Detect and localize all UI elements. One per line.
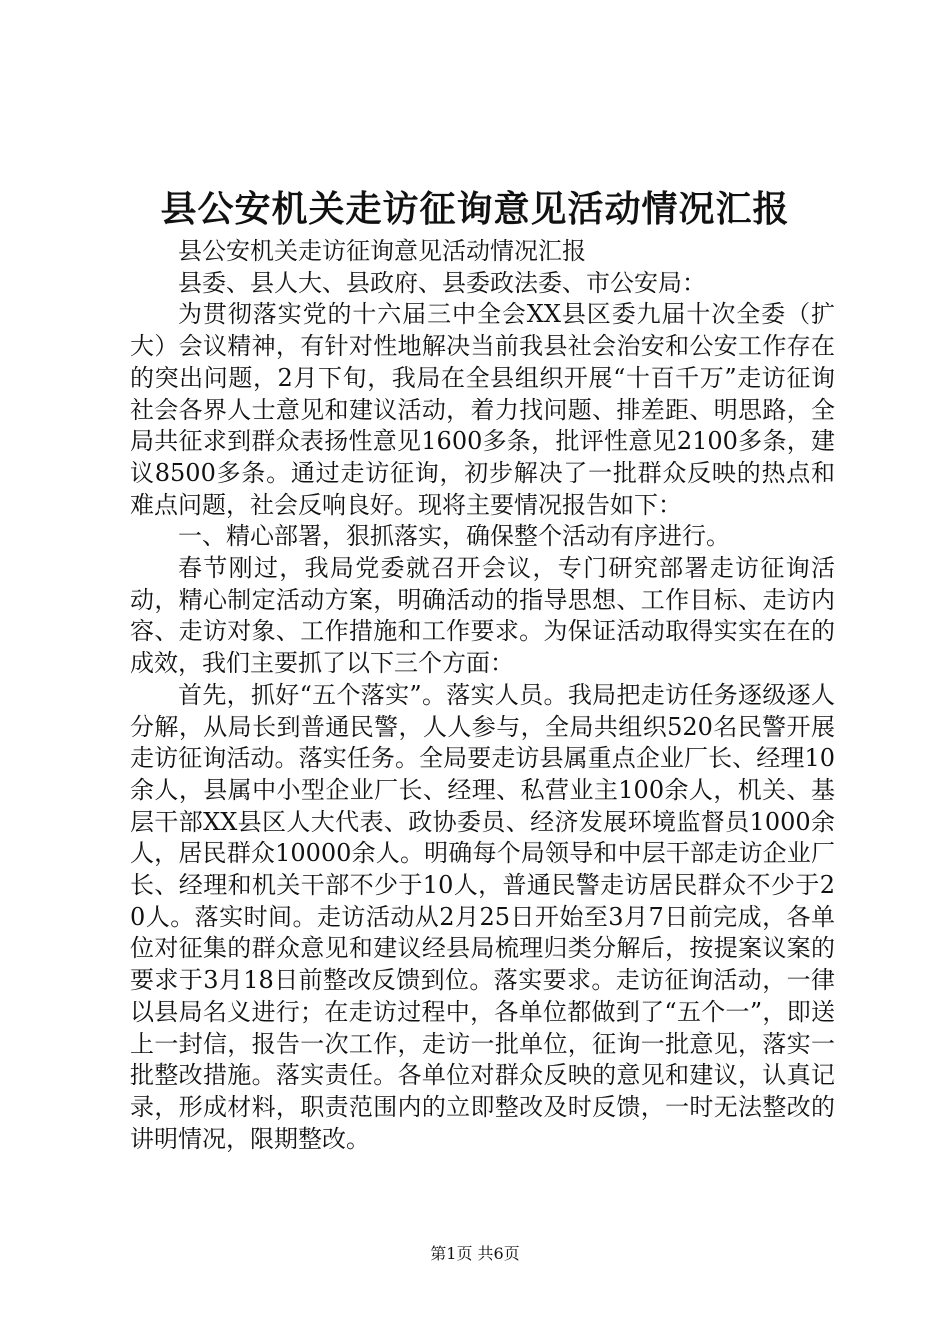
document-body bbox=[130, 236, 835, 1155]
addressee-paragraph: 县委、县人大、县政府、县委政法委、市公安局： bbox=[178, 268, 706, 297]
document-title: 县公安机关走访征询意见活动情况汇报 bbox=[160, 188, 790, 230]
intro-paragraph: 为贯彻落实党的十六届三中全会XX县区委九届十次全委（扩大）会议精神，有针对性地解决当前我县社会治安和公安工作存在的突出问题，2月下旬，我局在全县组织开展“十百千万”走访征询社会各界人士意见和建议活动，着力找问题、排差距、明思路，全局共征求到群众表扬性意见1600多条，批评性意见2100多条，建议8500多条。通过走访征询，初步解决了一批群众反映的热点和难点问题，社会反响良好。现将主要情况报告如下： bbox=[130, 300, 835, 519]
body-paragraph: 春节刚过，我局党委就召开会议，专门研究部署走访征询活动，精心制定活动方案，明确活动的指导思想、工作目标、走访内容、走访对象、工作措施和工作要求。为保证活动取得实实在在的成效，我们主要抓了以下三个方面： bbox=[130, 554, 835, 678]
subtitle-paragraph: 县公安机关走访征询意见活动情况汇报 bbox=[178, 237, 586, 265]
body-paragraph: 首先，抓好“五个落实”。落实人员。我局把走访任务逐级逐人分解，从局长到普通民警，人人参与，全局共组织520名民警开展走访征询活动。落实任务。全局要走访县属重点企业厂长、经理10余人，县属中小型企业厂长、经理、私营业主100余人，机关、基层干部XX县区人大代表、政协委员、经济发展环境监督员1000余人，居民群众10000余人。明确每个局领导和中层干部走访企业厂长、经理和机关干部不少于10人，普通民警走访居民群众不少于20人。落实时间。走访活动从2月25日开始至3月7日前完成，各单位对征集的群众意见和建议经县局梳理归类分解后，按提案议案的要求于3月18日前整改反馈到位。落实要求。走访征询活动，一律以县局名义进行；在走访过程中，各单位都做到了“五个一”，即送上一封信，报告一次工作，走访一批单位，征询一批意见，落实一批整改措施。落实责任。各单位对群众反映的意见和建议，认真记录，形成材料，职责范围内的立即整改及时反馈，一时无法整改的讲明情况，限期整改。 bbox=[130, 680, 835, 1153]
page-number-footer: 第1页 共6页 bbox=[430, 1244, 520, 1263]
section-heading: 一、精心部署，狠抓落实，确保整个活动有序进行。 bbox=[178, 522, 730, 551]
